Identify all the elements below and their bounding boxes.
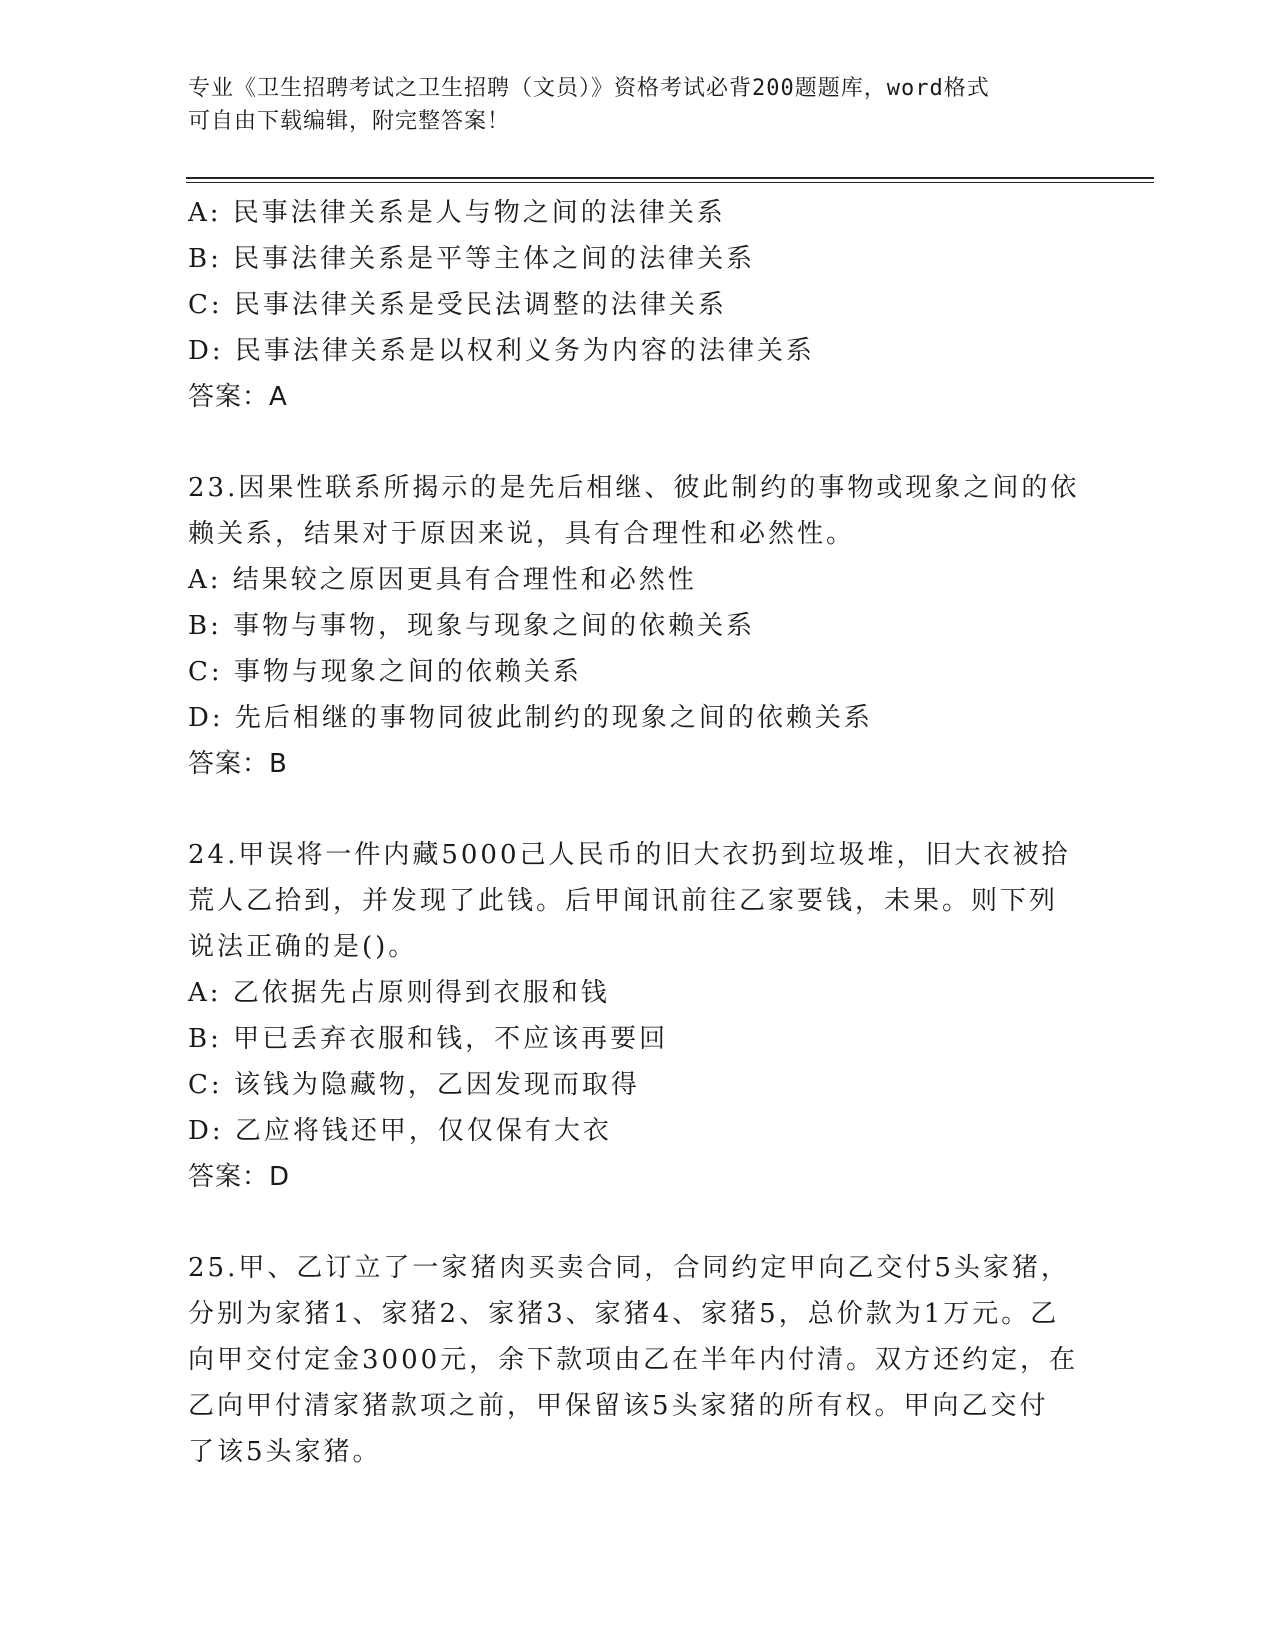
question-text xyxy=(188,1245,1088,1475)
header-line-2: 可自由下载编辑，附完整答案！ xyxy=(188,109,511,134)
option-c: C: 事物与现象之间的依赖关系 xyxy=(188,657,582,687)
option-d: D: 先后相继的事物同彼此制约的现象之间的依赖关系 xyxy=(188,703,873,733)
spacer xyxy=(188,420,1088,465)
option-a: A: 结果较之原因更具有合理性和必然性 xyxy=(188,565,697,595)
question-text-line: 25.甲、乙订立了一家猪肉买卖合同，合同约定甲向乙交付5头家猪， xyxy=(188,1253,1070,1283)
question-text xyxy=(188,465,1088,557)
question-text-line: 分别为家猪1、家猪2、家猪3、家猪4、家猪5，总价款为1万元。乙 xyxy=(188,1299,1060,1329)
answer: 答案：A xyxy=(188,382,288,412)
answer: 答案：D xyxy=(188,1162,291,1192)
question-content xyxy=(188,190,1088,1475)
question-text-line: 了该5头家猪。 xyxy=(188,1437,382,1467)
option-a: A: 乙依据先占原则得到衣服和钱 xyxy=(188,978,610,1008)
question-24 xyxy=(188,832,1088,1200)
option-a: A: 民事法律关系是人与物之间的法律关系 xyxy=(188,198,726,228)
question-25 xyxy=(188,1245,1088,1475)
answer: 答案：B xyxy=(188,749,288,779)
question-text-line: 说法正确的是()。 xyxy=(188,932,418,962)
spacer xyxy=(188,1200,1088,1245)
question-text-line: 乙向甲付清家猪款项之前，甲保留该5头家猪的所有权。甲向乙交付 xyxy=(188,1391,1049,1421)
option-d: D: 乙应将钱还甲，仅仅保有大衣 xyxy=(188,1116,612,1146)
header-divider-thin xyxy=(186,182,1154,183)
option-b: B: 甲已丢弃衣服和钱，不应该再要回 xyxy=(188,1024,669,1054)
question-text-line: 向甲交付定金3000元，余下款项由乙在半年内付清。双方还约定，在 xyxy=(188,1345,1079,1375)
header-line-1: 专业《卫生招聘考试之卫生招聘（文员）》资格考试必背200题题库，word格式 xyxy=(188,76,990,101)
question-23 xyxy=(188,465,1088,787)
question-text xyxy=(188,832,1088,970)
option-b: B: 事物与事物，现象与现象之间的依赖关系 xyxy=(188,611,756,641)
question-text-line: 荒人乙拾到，并发现了此钱。后甲闻讯前往乙家要钱，未果。则下列 xyxy=(188,886,1059,916)
question-22 xyxy=(188,190,1088,420)
header-divider-thick xyxy=(186,177,1154,179)
question-text-line: 24.甲误将一件内藏5000己人民币的旧大衣扔到垃圾堆，旧大衣被拾 xyxy=(188,840,1071,870)
option-d: D: 民事法律关系是以权利义务为内容的法律关系 xyxy=(188,336,815,366)
option-b: B: 民事法律关系是平等主体之间的法律关系 xyxy=(188,244,756,274)
question-text-line: 赖关系，结果对于原因来说，具有合理性和必然性。 xyxy=(188,519,856,549)
document-header xyxy=(188,72,1068,138)
option-c: C: 该钱为隐藏物，乙因发现而取得 xyxy=(188,1070,640,1100)
option-c: C: 民事法律关系是受民法调整的法律关系 xyxy=(188,290,727,320)
question-text-line: 23.因果性联系所揭示的是先后相继、彼此制约的事物或现象之间的依 xyxy=(188,473,1080,503)
spacer xyxy=(188,787,1088,832)
